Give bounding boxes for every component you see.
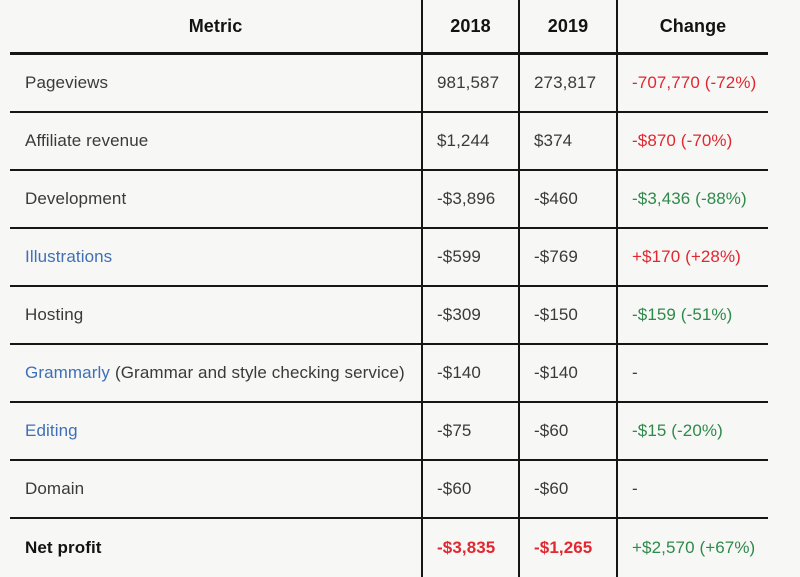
table-row-grammarly bbox=[10, 345, 768, 403]
value-2019-cell: 273,817 bbox=[520, 55, 618, 111]
editing-link[interactable]: Editing bbox=[25, 421, 78, 440]
value-2019-cell: -$1,265 bbox=[520, 519, 618, 577]
table-row-affiliate-revenue bbox=[10, 113, 768, 171]
metric-cell bbox=[10, 403, 423, 459]
value-2019-cell: -$460 bbox=[520, 171, 618, 227]
value-2018-cell: -$309 bbox=[423, 287, 520, 343]
value-2018-cell: $1,244 bbox=[423, 113, 520, 169]
change-cell: +$170 (+28%) bbox=[632, 247, 741, 266]
value-2018-cell: -$3,896 bbox=[423, 171, 520, 227]
value-2018-cell: -$3,835 bbox=[423, 519, 520, 577]
value-2018-cell: -$599 bbox=[423, 229, 520, 285]
change-cell: +$2,570 (+67%) bbox=[632, 538, 756, 557]
metric-cell bbox=[10, 287, 423, 343]
col-header-change: Change bbox=[659, 15, 727, 36]
col-header-2019: 2019 bbox=[520, 0, 618, 52]
metric-cell bbox=[10, 519, 423, 577]
value-2018-cell: 981,587 bbox=[423, 55, 520, 111]
change-cell: - bbox=[632, 479, 638, 498]
metric-cell bbox=[10, 345, 423, 401]
change-cell: -$870 (-70%) bbox=[632, 131, 733, 150]
metric-cell bbox=[10, 55, 423, 111]
value-2018-cell: -$60 bbox=[423, 461, 520, 517]
metric-cell bbox=[10, 229, 423, 285]
metric-label: Affiliate revenue bbox=[25, 131, 149, 150]
col-header-metric: Metric bbox=[10, 0, 423, 52]
metrics-table bbox=[10, 0, 768, 577]
value-2019-cell: -$60 bbox=[520, 461, 618, 517]
table-row-illustrations bbox=[10, 229, 768, 287]
change-cell: -$3,436 (-88%) bbox=[632, 189, 747, 208]
grammarly-link[interactable]: Grammarly bbox=[25, 363, 110, 382]
table-row-net-profit bbox=[10, 519, 768, 577]
value-2019-cell: -$769 bbox=[520, 229, 618, 285]
illustrations-link[interactable]: Illustrations bbox=[25, 247, 113, 266]
change-cell: - bbox=[632, 363, 638, 382]
change-cell: -$15 (-20%) bbox=[632, 421, 723, 440]
metric-label: Development bbox=[25, 189, 127, 208]
table-row-hosting bbox=[10, 287, 768, 345]
value-2018-cell: -$75 bbox=[423, 403, 520, 459]
value-2019-cell: -$140 bbox=[520, 345, 618, 401]
value-2019-cell: -$60 bbox=[520, 403, 618, 459]
table-row-domain bbox=[10, 461, 768, 519]
change-cell: -707,770 (-72%) bbox=[632, 73, 757, 92]
value-2018-cell: -$140 bbox=[423, 345, 520, 401]
change-cell: -$159 (-51%) bbox=[632, 305, 733, 324]
metric-label: Hosting bbox=[25, 305, 84, 324]
value-2019-cell: -$150 bbox=[520, 287, 618, 343]
metric-cell bbox=[10, 113, 423, 169]
metric-label: Domain bbox=[25, 479, 85, 498]
metric-label: Pageviews bbox=[25, 73, 109, 92]
metric-label: Net profit bbox=[25, 538, 102, 557]
col-header-2018: 2018 bbox=[423, 0, 520, 52]
table-header-row bbox=[10, 0, 768, 55]
table-row-pageviews bbox=[10, 55, 768, 113]
metric-cell bbox=[10, 171, 423, 227]
table-row-editing bbox=[10, 403, 768, 461]
metric-description: (Grammar and style checking service) bbox=[114, 363, 405, 382]
metric-cell bbox=[10, 461, 423, 517]
table-row-development bbox=[10, 171, 768, 229]
value-2019-cell: $374 bbox=[520, 113, 618, 169]
